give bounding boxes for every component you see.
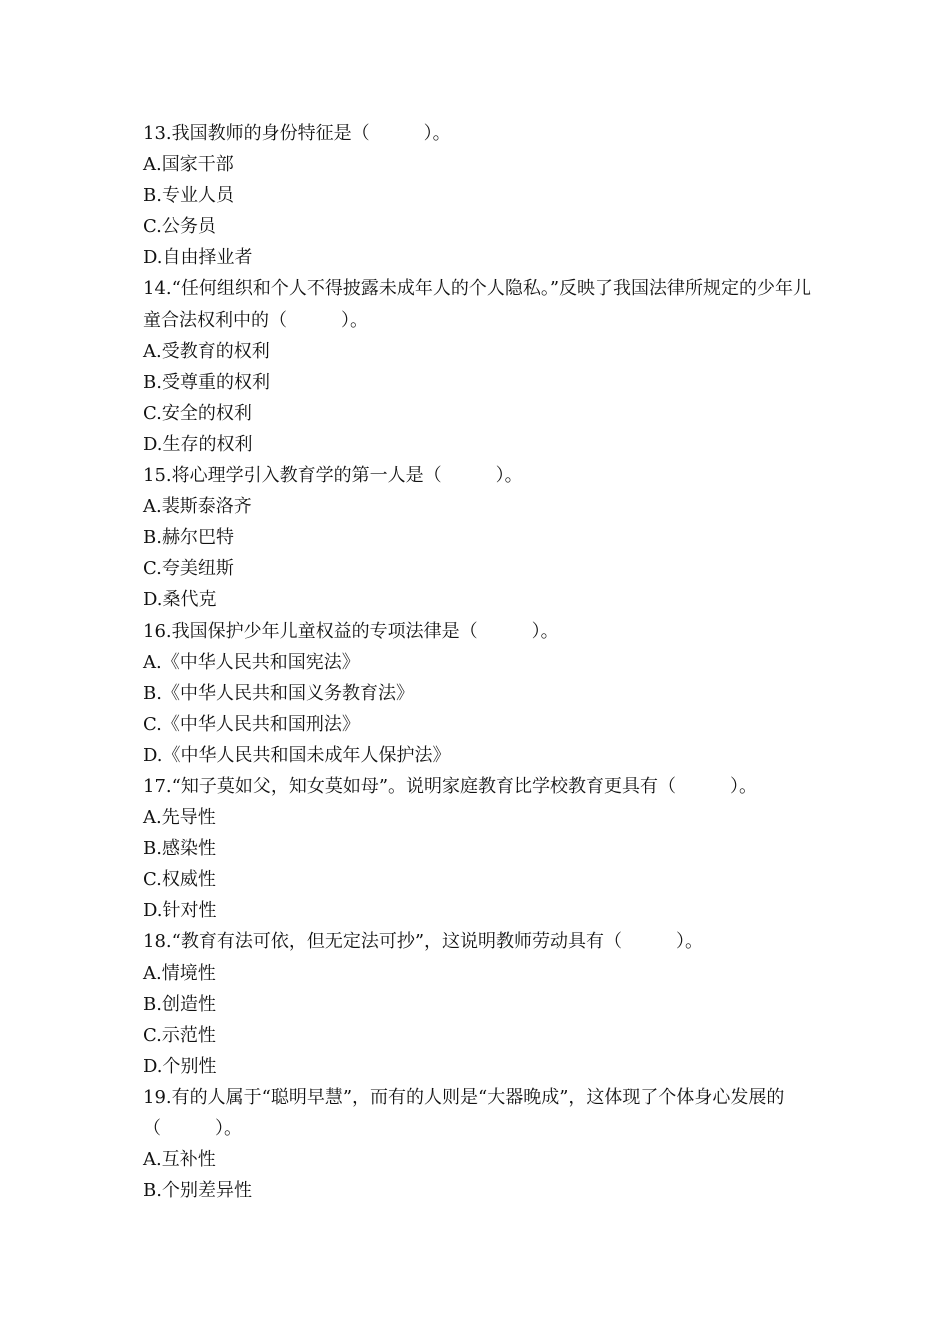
question-stem: 14.“任何组织和个人不得披露未成年人的个人隐私。”反映了我国法律所规定的少年儿童合法权利中的（ ）。: [143, 278, 812, 331]
option-a: A.情境性: [143, 962, 216, 984]
question-stem: 15.将心理学引入教育学的第一人是（ ）。: [143, 465, 523, 487]
option-c: C.安全的权利: [143, 402, 252, 424]
option-b: B.感染性: [143, 838, 216, 860]
question-17: [143, 771, 823, 926]
option-b: B.个别差异性: [143, 1180, 252, 1202]
question-13: [143, 118, 823, 273]
option-d: D.针对性: [143, 900, 217, 922]
question-stem: 18.“教育有法可依，但无定法可抄”，这说明教师劳动具有（ ）。: [143, 931, 704, 953]
option-d: D.桑代克: [143, 589, 217, 611]
question-19: [143, 1082, 823, 1206]
question-stem: 13.我国教师的身份特征是（ ）。: [143, 123, 451, 144]
option-b: B.专业人员: [143, 185, 234, 207]
question-18: [143, 926, 823, 1081]
option-b: B.创造性: [143, 993, 216, 1015]
option-a: A.先导性: [143, 807, 216, 829]
option-d: D.个别性: [143, 1055, 217, 1077]
question-stem: 19.有的人属于“聪明早慧”，而有的人则是“大器晚成”，这体现了个体身心发展的（ ）。: [143, 1086, 785, 1139]
question-15: [143, 460, 823, 615]
option-a: A.国家干部: [143, 154, 234, 176]
question-16: [143, 616, 823, 771]
question-stem: 17.“知子莫如父，知女莫如母”。说明家庭教育比学校教育更具有（ ）。: [143, 775, 758, 797]
question-stem: 16.我国保护少年儿童权益的专项法律是（ ）。: [143, 620, 559, 642]
option-a: A.《中华人民共和国宪法》: [143, 651, 360, 673]
option-c: C.示范性: [143, 1024, 216, 1046]
option-b: B.受尊重的权利: [143, 371, 270, 393]
option-a: A.互补性: [143, 1149, 216, 1171]
question-list: [143, 118, 823, 1206]
option-d: D.《中华人民共和国未成年人保护法》: [143, 744, 451, 766]
option-b: B.赫尔巴特: [143, 527, 234, 549]
option-c: C.夸美纽斯: [143, 558, 234, 580]
option-b: B.《中华人民共和国义务教育法》: [143, 682, 414, 704]
option-d: D.生存的权利: [143, 433, 253, 455]
option-c: C.公务员: [143, 216, 216, 238]
option-c: C.《中华人民共和国刑法》: [143, 713, 360, 735]
option-a: A.裴斯泰洛齐: [143, 496, 252, 518]
option-c: C.权威性: [143, 869, 216, 891]
option-a: A.受教育的权利: [143, 340, 270, 362]
question-14: [143, 273, 823, 460]
option-d: D.自由择业者: [143, 247, 253, 269]
